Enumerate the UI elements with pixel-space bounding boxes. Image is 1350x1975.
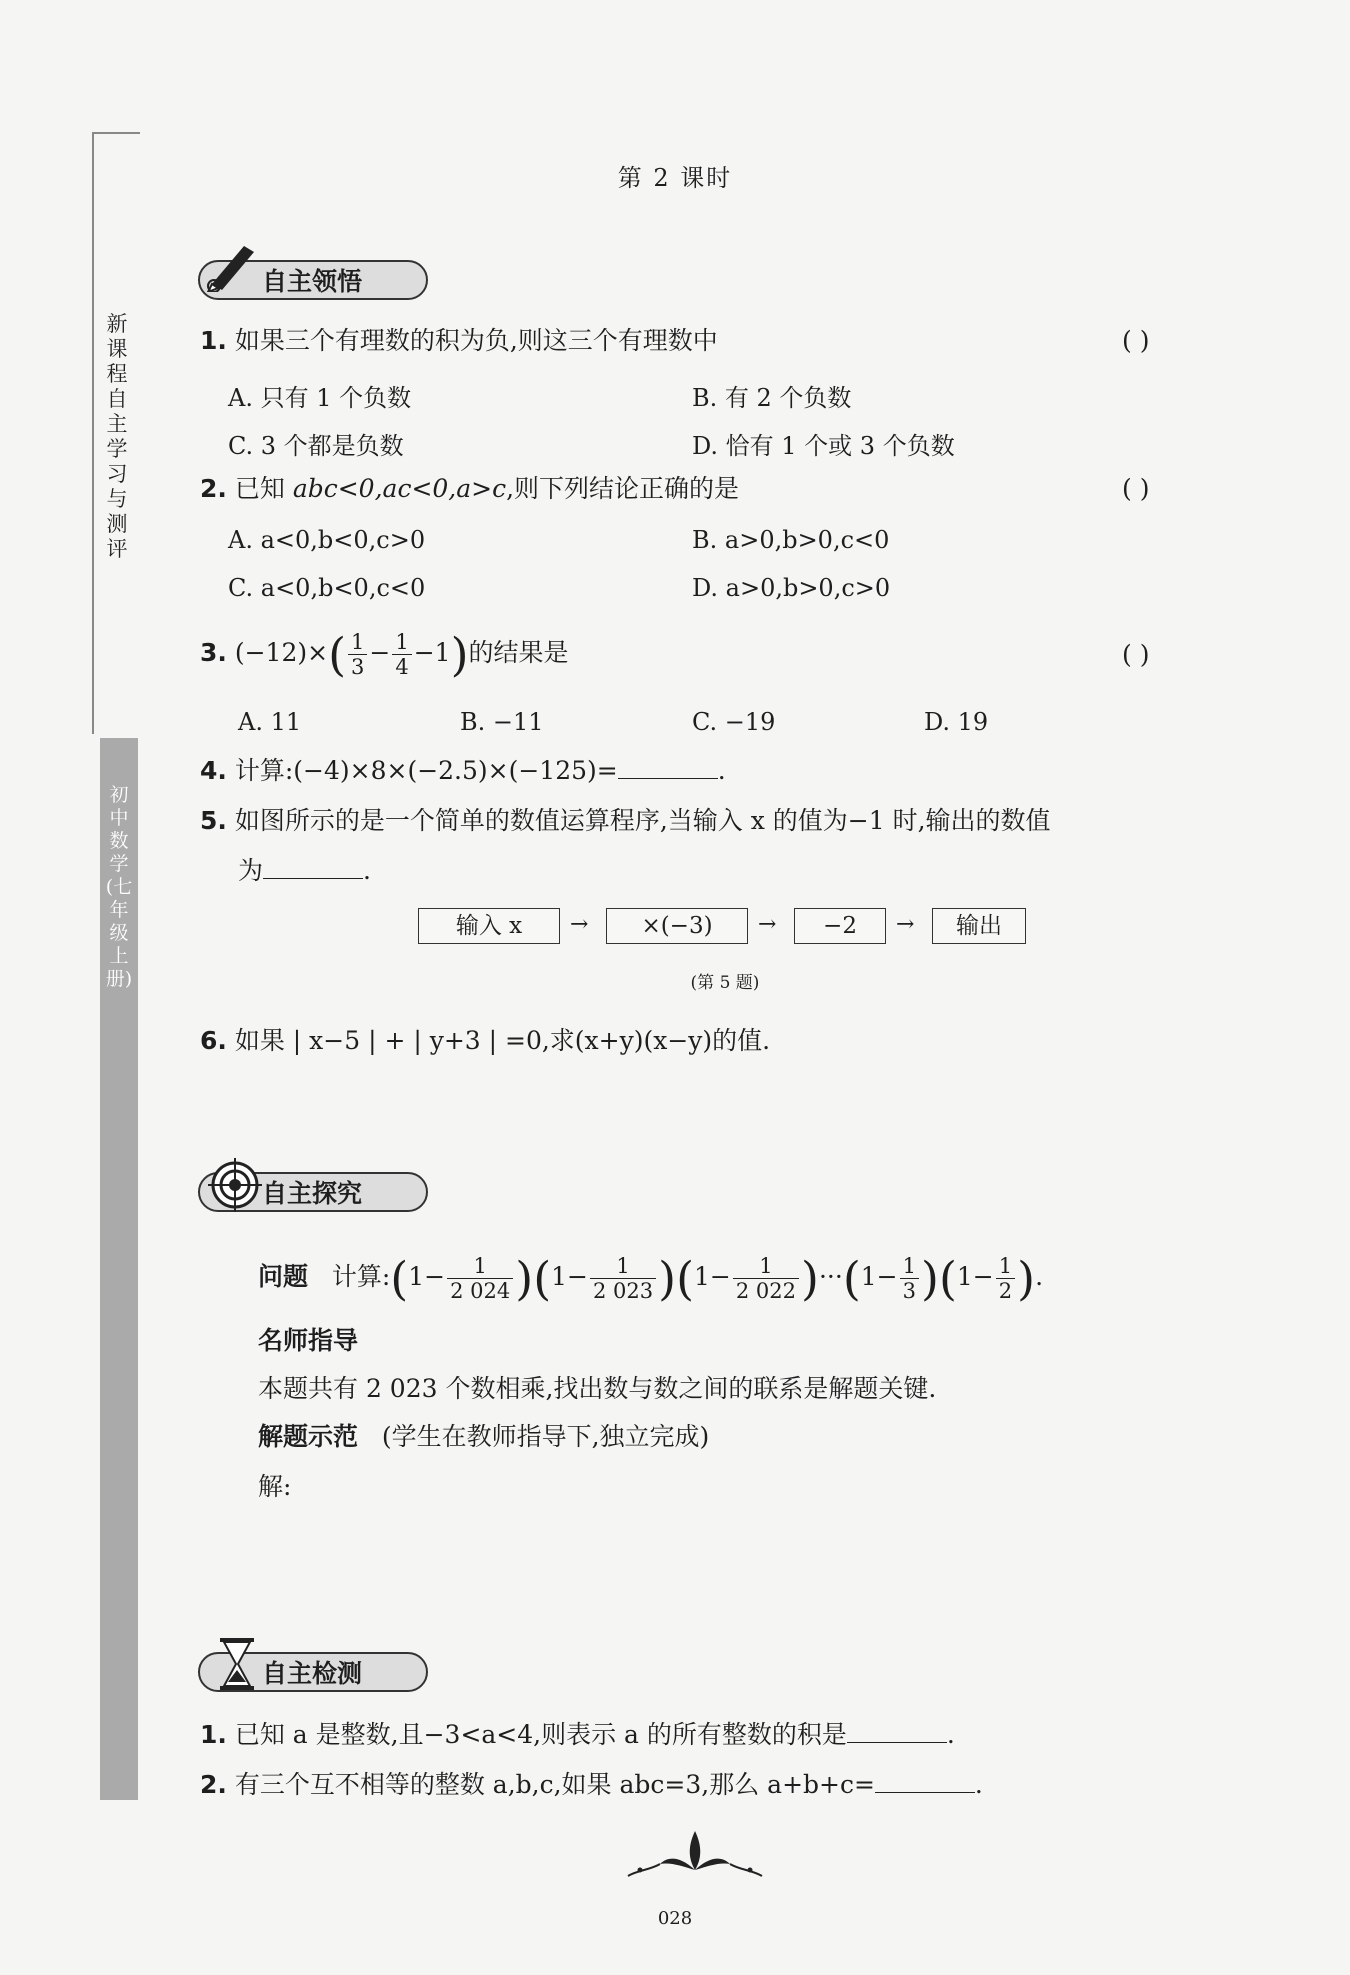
demo-title: 解题示范 [258,1422,359,1451]
fraction [590,1254,656,1303]
answer-blank[interactable] [618,756,718,779]
numerator: 1 [392,630,411,655]
term: 1− [956,1262,994,1291]
ellipsis: ··· [818,1262,843,1291]
denominator: 4 [395,655,409,679]
fraction [900,1254,919,1303]
flourish-icon [620,1826,770,1886]
pen-icon [204,238,258,292]
option-c: C. 3 个都是负数 [228,432,404,460]
side-tab-bottom-label: 初中数学(七年级上册) [105,784,133,990]
question-text: 的结果是 [468,638,569,667]
period: . [363,856,371,885]
term: 1− [860,1262,898,1291]
question-text: 如果三个有理数的积为负,则这三个有理数中 [234,326,718,355]
flow-box-multiply: ×(−3) [606,908,748,944]
question-number: 5. [200,806,227,835]
question-text: 为 [238,856,264,885]
paren-close: ) [450,627,469,682]
numerator: 1 [733,1254,799,1279]
answer-blank[interactable] [847,1720,947,1743]
flow-arrow: → [758,912,777,937]
numerator: 1 [900,1254,919,1279]
option-a: A. a<0,b<0,c>0 [228,526,426,554]
term: 1− [694,1262,731,1291]
side-tab-top [92,132,140,734]
question-text-prefix: 已知 [234,474,285,503]
option-b: B. −11 [460,708,544,736]
fraction [447,1254,513,1303]
flow-box-input: 输入 x [418,908,560,944]
guide-title: 名师指导 [258,1326,359,1355]
answer-paren: ( ) [1122,640,1150,669]
section-header-explore-label: 自主探究 [262,1179,363,1208]
question-number: 3. [200,638,227,667]
question-text: 有三个互不相等的整数 a,b,c,如果 abc=3,那么 a+b+c= [234,1770,875,1799]
explore-problem: 问题 计算:(1− $\frac{1}{2 024}$ )(1− $\frac{1}{2 023}$ )(1− $\frac{1}{2 022}$ )···(1− $\frac{1}{3}$ )(1− $\frac{1}{2}$ ). [258,1251,1044,1306]
question-2 [200,474,739,504]
fraction [996,1254,1015,1303]
side-tab-bottom [100,738,138,1800]
hourglass-icon [214,1636,260,1692]
demo-line [258,1422,709,1452]
term: 1− [551,1262,588,1291]
question-3 [200,627,569,682]
denominator: 2 024 [450,1279,511,1303]
minus: − [369,638,391,667]
question-5-line2 [238,856,371,886]
answer-paren: ( ) [1122,326,1150,355]
question-condition: abc<0,ac<0,a>c [292,474,507,503]
answer-blank[interactable] [875,1770,975,1793]
fraction [348,630,367,679]
question-4 [200,756,726,786]
question-number: 2. [200,1770,227,1799]
question-5 [200,806,1051,836]
denominator: 2 023 [593,1279,654,1303]
option-a: A. 只有 1 个负数 [228,384,412,412]
answer-blank[interactable] [263,856,363,879]
page-number: 028 [657,1908,693,1929]
check-question-1 [200,1720,955,1750]
option-b: B. a>0,b>0,c<0 [692,526,890,554]
check-question-2 [200,1770,983,1800]
denominator: 2 022 [735,1279,797,1303]
period: . [974,1770,983,1799]
question-text: 如果 | x−5 | + | y+3 | =0,求(x+y)(x−y)的值. [234,1026,771,1055]
option-c: C. −19 [692,708,776,736]
fraction [392,630,411,679]
target-icon [208,1158,262,1212]
question-1 [200,326,718,356]
section-header-check-label: 自主检测 [262,1659,363,1688]
period: . [1035,1262,1044,1291]
calc-label: 计算: [331,1262,391,1291]
expr-tail: −1 [413,638,451,667]
numerator: 1 [348,630,367,655]
figure-caption: (第 5 题) [690,973,760,993]
paren-open: ( [328,627,347,682]
question-text: 计算:(−4)×8×(−2.5)×(−125)= [234,756,618,785]
fraction [733,1254,799,1303]
flow-arrow: → [570,912,589,937]
option-d: D. 恰有 1 个或 3 个负数 [692,432,955,460]
numerator: 1 [996,1254,1015,1279]
flow-box-subtract: −2 [794,908,886,944]
answer-paren: ( ) [1122,474,1150,503]
question-number: 1. [200,1720,227,1749]
option-d: D. 19 [924,708,989,736]
question-number: 1. [200,326,227,355]
question-text-suffix: ,则下列结论正确的是 [506,474,740,503]
question-text: 如图所示的是一个简单的数值运算程序,当输入 x 的值为−1 时,输出的数值 [234,806,1051,835]
section-header-understand-label: 自主领悟 [262,267,363,296]
option-b: B. 有 2 个负数 [692,384,852,412]
expr-prefix: (−12)× [234,638,329,667]
question-6 [200,1026,770,1056]
option-c: C. a<0,b<0,c<0 [228,574,426,602]
question-number: 2. [200,474,227,503]
question-number: 6. [200,1026,227,1055]
page-title: 第 2 课时 [617,164,733,192]
denominator: 2 [998,1279,1013,1303]
option-d: D. a>0,b>0,c>0 [692,574,891,602]
numerator: 1 [447,1254,513,1279]
question-text: 已知 a 是整数,且−3<a<4,则表示 a 的所有整数的积是 [234,1720,847,1749]
numerator: 1 [590,1254,656,1279]
denominator: 3 [351,655,365,679]
demo-note: (学生在教师指导下,独立完成) [381,1422,710,1451]
solve-label: 解: [258,1472,292,1501]
period: . [717,756,726,785]
term: 1− [408,1262,446,1291]
flow-arrow: → [896,912,915,937]
question-number: 4. [200,756,227,785]
flow-box-output: 输出 [932,908,1026,944]
period: . [946,1720,955,1749]
denominator: 3 [902,1279,916,1303]
option-a: A. 11 [238,708,302,736]
side-tab-top-label: 新课程自主学习与测评 [106,312,128,561]
guide-text: 本题共有 2 023 个数相乘,找出数与数之间的联系是解题关键. [258,1374,937,1403]
problem-label: 问题 [258,1262,309,1291]
